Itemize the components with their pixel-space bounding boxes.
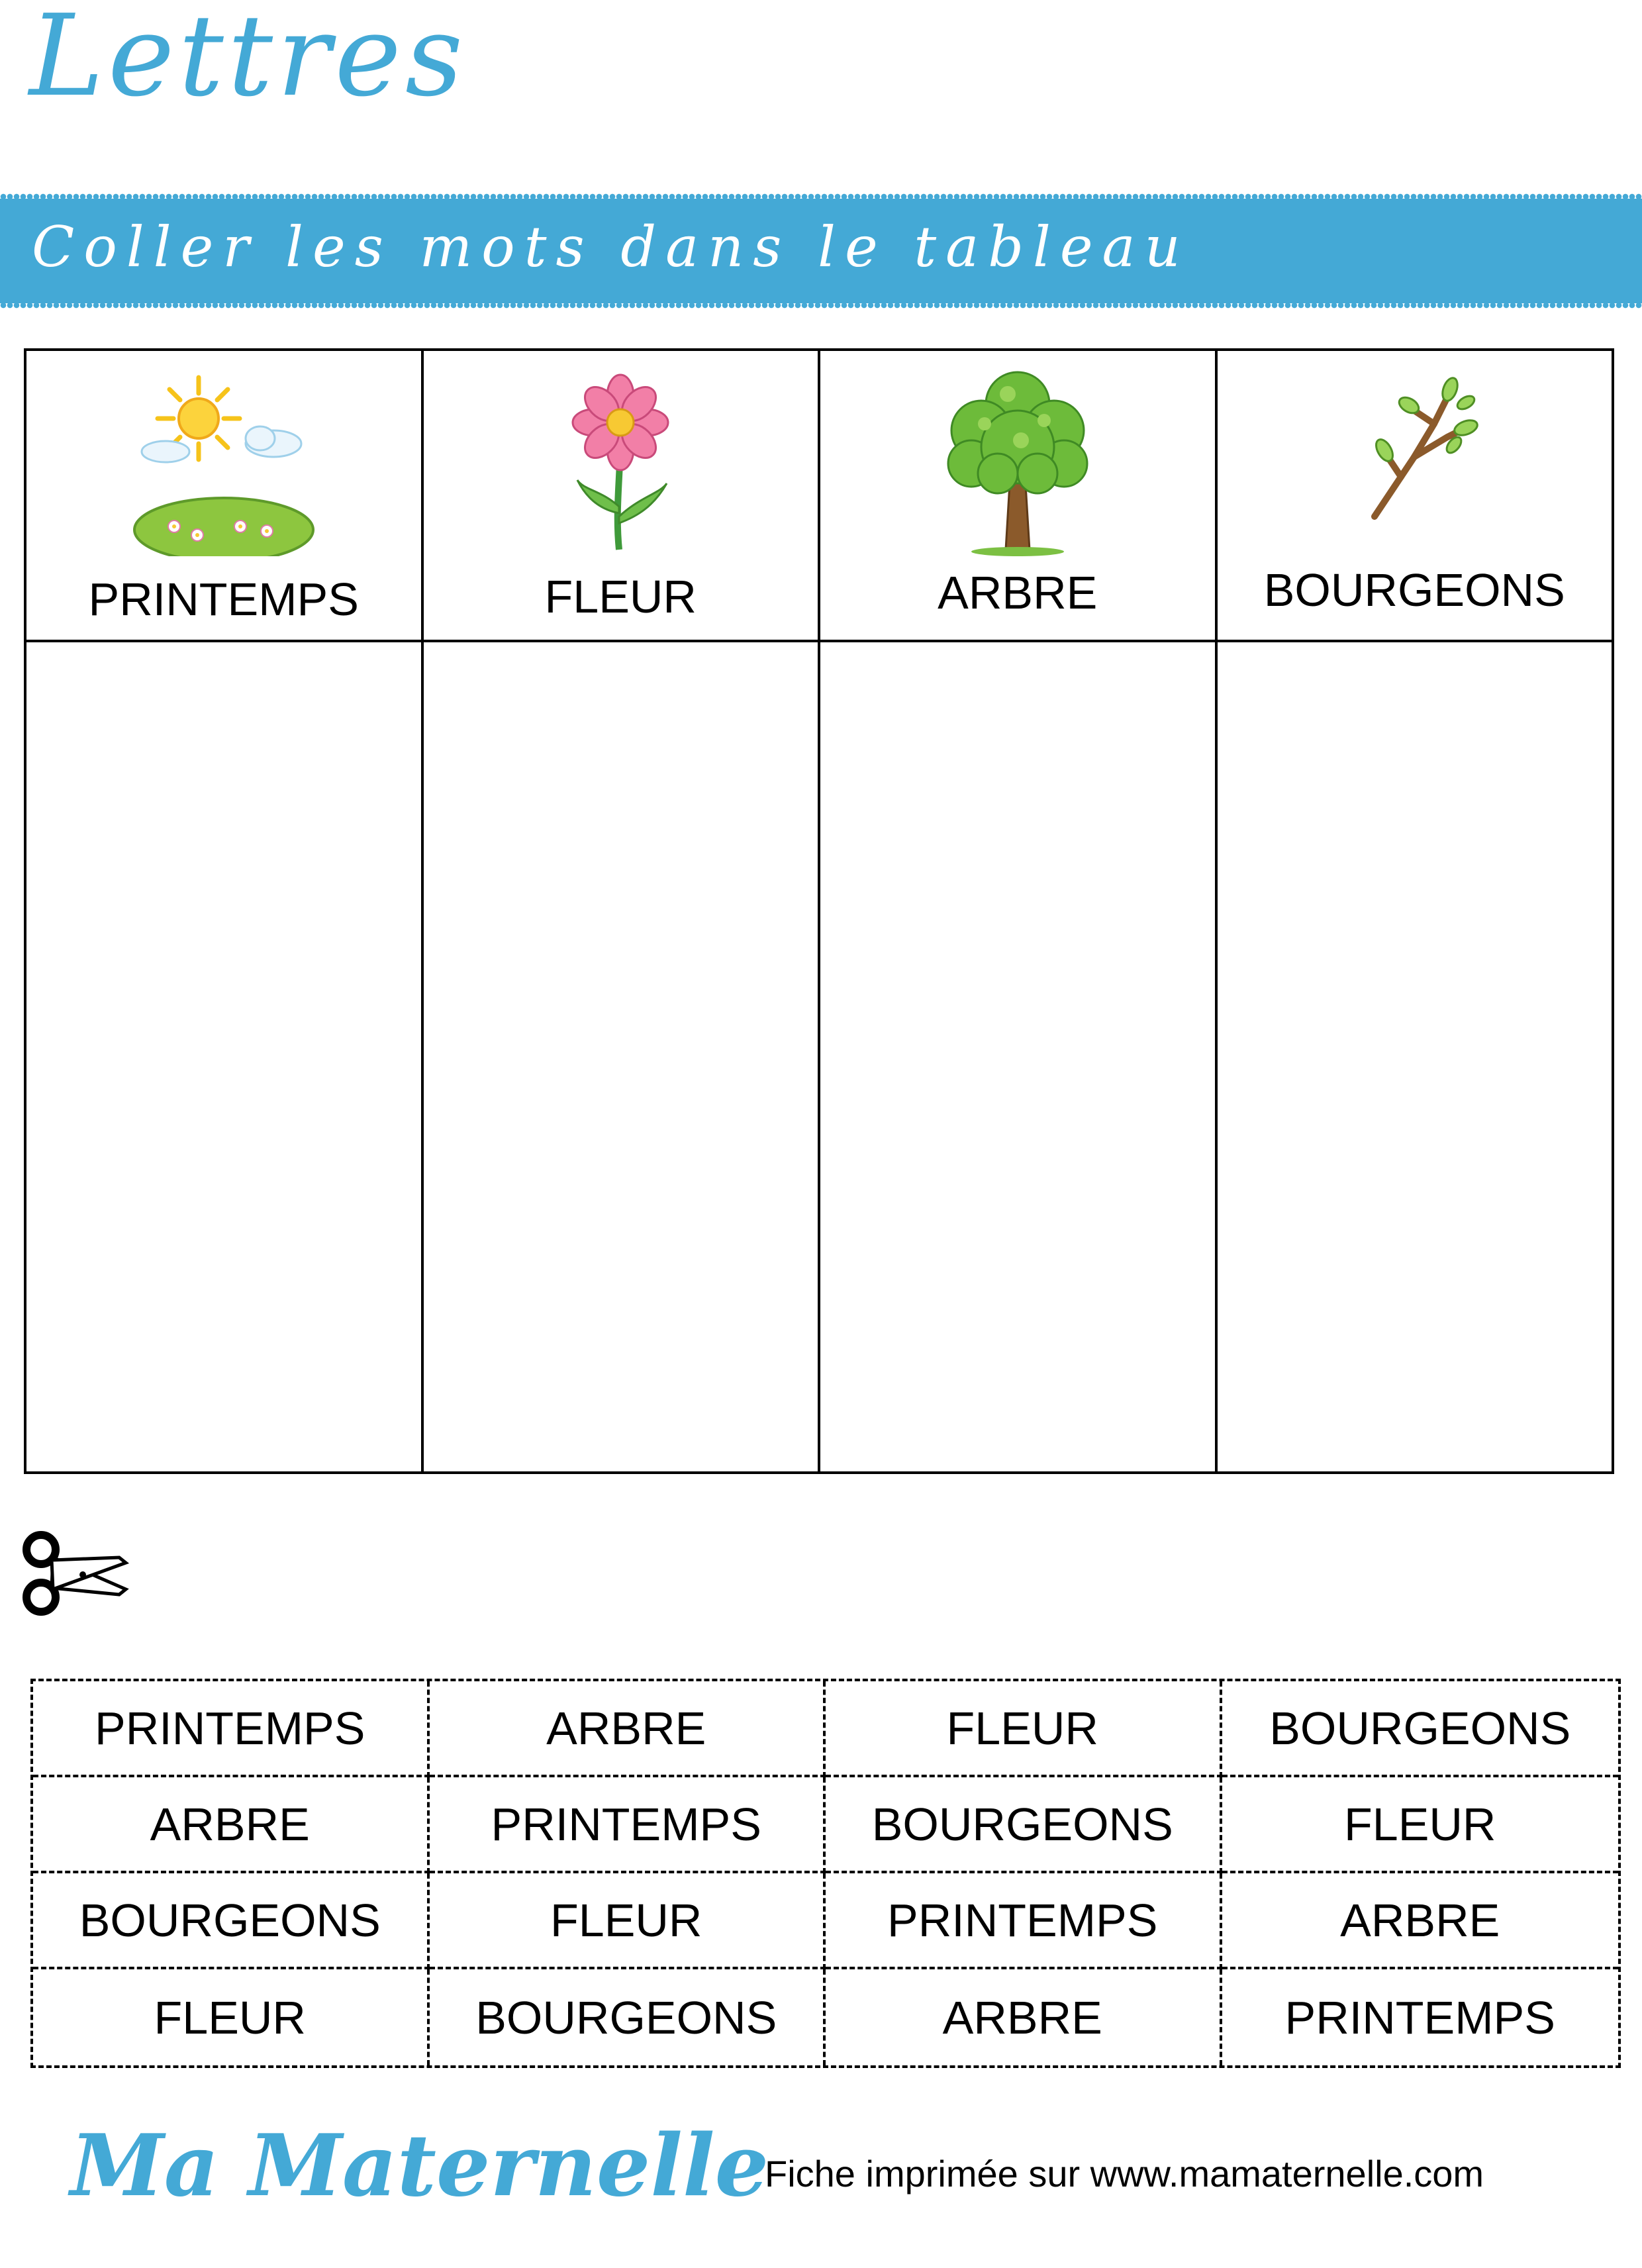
brand-logo: Ma Maternelle — [70, 2116, 769, 2216]
sort-column-fleur — [424, 351, 821, 1471]
column-header — [1218, 351, 1612, 642]
column-label-fleur: FLEUR — [544, 571, 697, 622]
footer-note: Fiche imprimée sur www.mamaternelle.com — [765, 2153, 1484, 2194]
sort-column-printemps — [26, 351, 424, 1471]
cutout-word[interactable]: PRINTEMPS — [826, 1873, 1222, 1969]
cutout-words-grid — [30, 1679, 1621, 2068]
cutout-word[interactable]: FLEUR — [33, 1969, 430, 2065]
cutout-word[interactable]: BOURGEONS — [1222, 1681, 1619, 1777]
column-label-arbre: ARBRE — [938, 567, 1098, 618]
cutout-word[interactable]: PRINTEMPS — [430, 1777, 826, 1873]
instruction-text: Coller les mots dans le tableau — [32, 215, 1190, 279]
cutout-word[interactable]: BOURGEONS — [826, 1777, 1222, 1873]
cutout-word[interactable]: FLEUR — [1222, 1777, 1619, 1873]
budding-branch-icon — [1348, 364, 1480, 530]
column-header — [26, 351, 421, 642]
cutout-word[interactable]: ARBRE — [430, 1681, 826, 1777]
scissors-icon — [20, 1523, 132, 1622]
cutout-word[interactable]: BOURGEONS — [430, 1969, 826, 2065]
column-header — [424, 351, 818, 642]
paste-area — [1218, 642, 1612, 1471]
cutout-word[interactable]: PRINTEMPS — [33, 1681, 430, 1777]
paste-area — [424, 642, 818, 1471]
flower-icon — [554, 364, 687, 556]
tree-icon — [932, 364, 1104, 556]
sort-column-arbre — [820, 351, 1218, 1471]
cutout-word[interactable]: BOURGEONS — [33, 1873, 430, 1969]
sort-column-bourgeons — [1218, 351, 1612, 1471]
paste-area — [820, 642, 1215, 1471]
column-label-bourgeons: BOURGEONS — [1263, 564, 1565, 616]
cutout-word[interactable]: ARBRE — [1222, 1873, 1619, 1969]
spring-meadow-icon — [124, 364, 323, 556]
column-label-printemps: PRINTEMPS — [88, 573, 359, 625]
cutout-word[interactable]: FLEUR — [430, 1873, 826, 1969]
paste-area — [26, 642, 421, 1471]
cutout-word[interactable]: ARBRE — [826, 1969, 1222, 2065]
banner-bottom-edge — [0, 302, 1642, 309]
sorting-table — [24, 348, 1614, 1474]
page-title: Lettres — [29, 0, 467, 122]
column-header — [820, 351, 1215, 642]
cutout-word[interactable]: PRINTEMPS — [1284, 1991, 1555, 2044]
cutout-word[interactable]: FLEUR — [826, 1681, 1222, 1777]
cutout-word[interactable]: ARBRE — [33, 1777, 430, 1873]
